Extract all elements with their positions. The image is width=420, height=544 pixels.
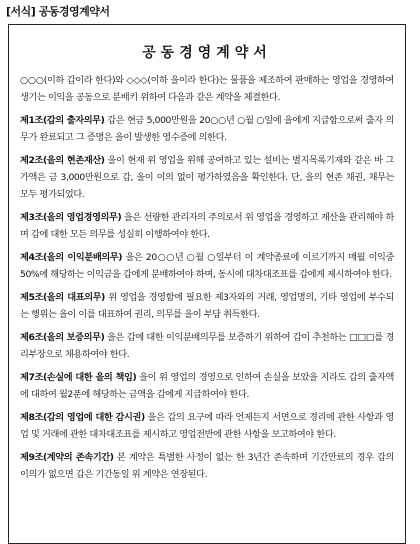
article-heading: 제5조(을의 대표의무) <box>20 292 105 303</box>
article-heading: 제7조(손실에 대한 을의 책임) <box>20 372 137 383</box>
article-9 <box>20 449 394 483</box>
article-text: 을은 20○○년 ○월 ○일부터 이 계약종료에 이르기까지 매월 이익중 50%에 해당하는 이익금을 갑에게 분배하여야 하며, 동시에 대차대조표를 갑에게 제시하여야 한다. <box>20 252 395 280</box>
article-text: 을은 갑에 대한 이익분배의무를 보증하기 위하여 갑이 추천하는 □□□를 경리부장으로 채용하여야 한다. <box>20 332 394 360</box>
article-heading: 제6조(을의 보증의무) <box>20 332 105 343</box>
article-7 <box>20 369 394 403</box>
article-text: 을이 현재 위 영업을 위해 공여하고 있는 설비는 별지목록기재와 같은 바 그 가액은 금 3,000만원으로 갑, 을이 이의 없이 평가하였음을 확인한다. 단, 을의 현존 채권, 채무는 모두 평가되었다. <box>20 155 394 200</box>
article-3 <box>20 209 394 243</box>
article-heading: 제4조(을의 이익분배의무) <box>20 252 123 263</box>
form-tag: [서식] 공동경영계약서 <box>6 5 110 18</box>
intro-paragraph: ○○○(이하 갑이라 한다)와 ◇◇◇(이하 을이라 한다)는 물품을 제조하여 판매하는 영업을 경영하여 생기는 이익을 공동으로 분배키 위하여 다음과 같은 계약을 체결한다. <box>20 75 394 103</box>
article-6 <box>20 329 394 363</box>
article-2 <box>20 152 394 203</box>
contract-document <box>8 24 406 544</box>
document-title: 공동경영계약서 <box>142 45 272 61</box>
article-5 <box>20 289 394 323</box>
article-text: 갑은 현금 5,000만원을 20○○년 ○월 ○일에 을에게 지급함으로써 출자 의무가 완료되고 그 증명은 을이 발생한 영수증에 의한다. <box>20 115 394 143</box>
document-body <box>20 72 394 489</box>
article-8 <box>20 409 394 443</box>
article-1 <box>20 112 394 146</box>
article-text: 본 계약은 특별한 사정이 없는 한 3년간 존속하며 기간만료의 경우 갑의 이의가 없으면 갑은 기간동일 위 계약은 연장된다. <box>20 452 394 480</box>
article-4 <box>20 249 394 283</box>
article-heading: 제2조(을의 현존재산) <box>20 155 105 166</box>
article-heading: 제8조(갑의 영업에 대한 감시권) <box>20 412 145 423</box>
article-text: 을은 갑의 요구에 따라 언제든지 서면으로 경리에 관한 사항과 영업 및 거래에 관한 대차대조표를 제시하고 영업전반에 관한 사항을 보고하여야 한다. <box>20 412 394 440</box>
article-text: 을이 위 영업의 경영으로 인하여 손실을 보았을 지라도 갑의 출자액에 대하여 월2푼에 해당하는 금액을 갑에게 지급하여야 한다. <box>20 372 394 400</box>
article-text: 위 영업을 경영함에 필요한 제3자와의 거래, 영업명의, 기타 영업에 부수되는 행위는 을이 이를 대표하여 권리, 의무를 을이 부담 취득한다. <box>20 292 394 320</box>
article-text: 을은 선량한 관리자의 주의로서 위 영업을 경영하고 재산을 관리해야 하며 갑에 대한 모든 의무를 성실히 이행하여야 한다. <box>20 212 394 240</box>
article-heading: 제1조(갑의 출자의무) <box>20 115 105 126</box>
article-heading: 제3조(을의 영업경영의무) <box>20 212 122 223</box>
article-heading: 제9조(계약의 존속기간) <box>20 452 114 463</box>
